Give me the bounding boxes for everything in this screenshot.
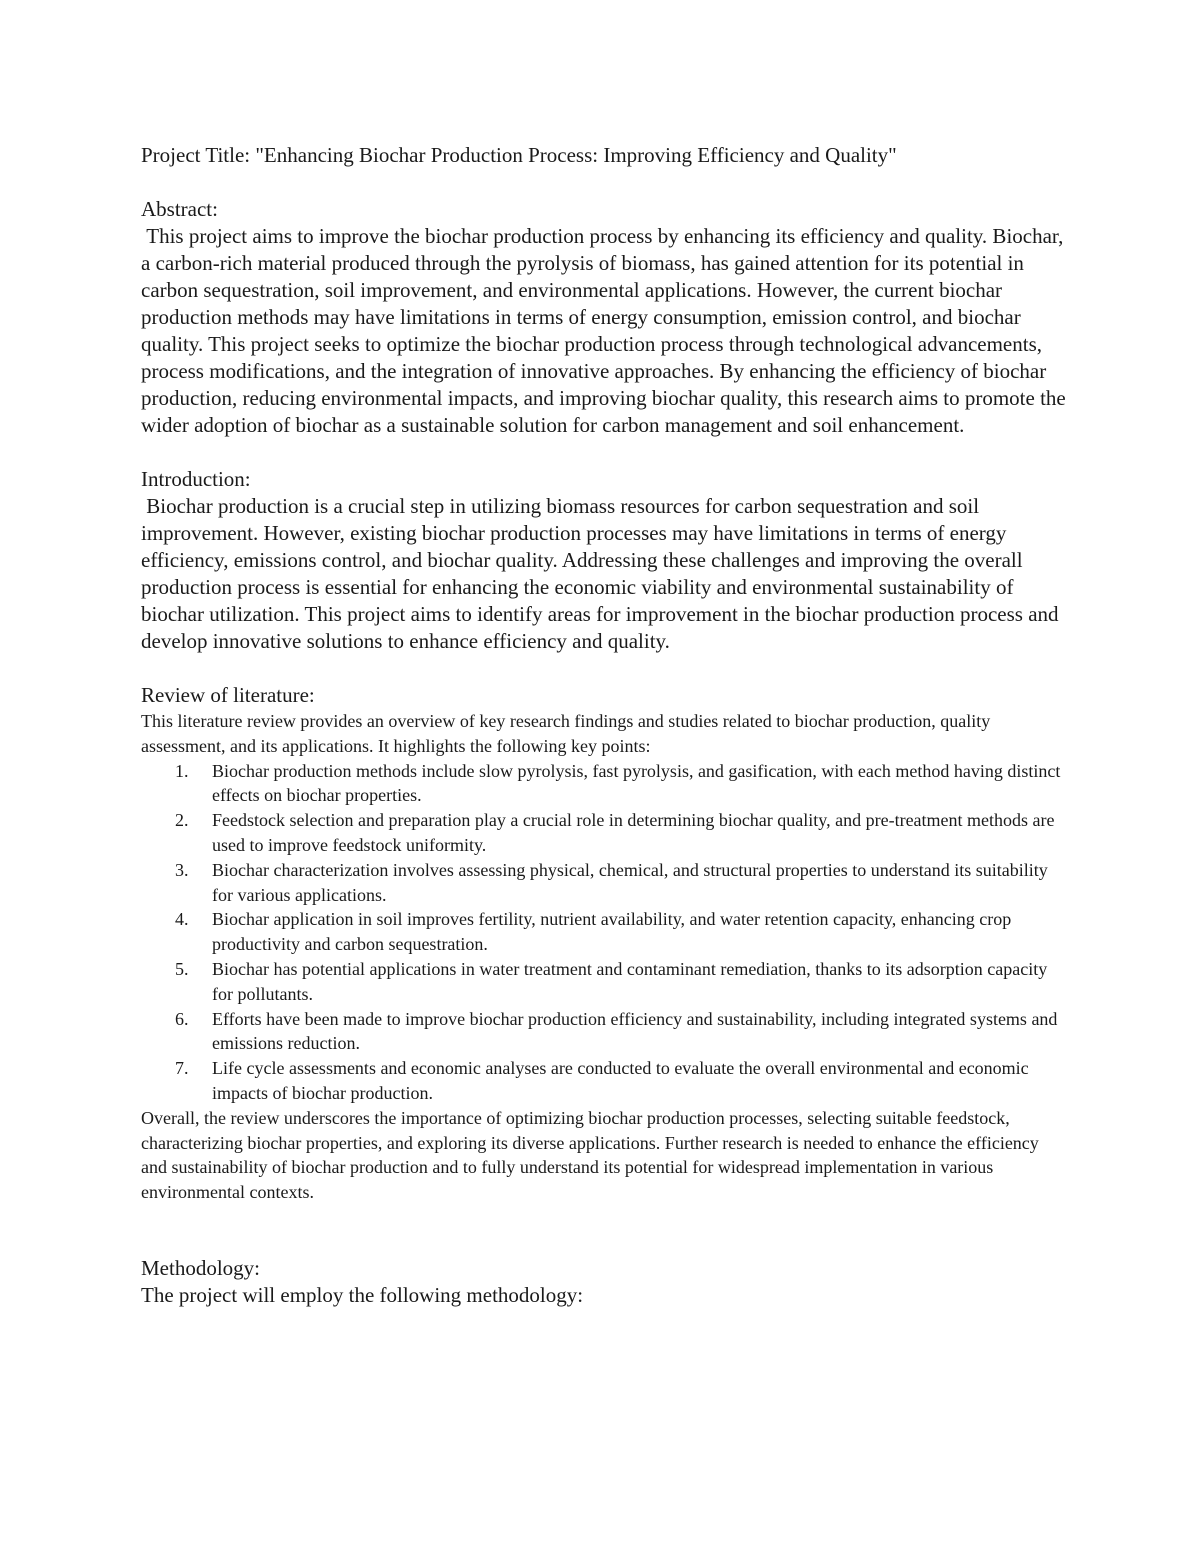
review-conclusion: Overall, the review underscores the importance of optimizing biochar production processes, selecting suitable feedstock, characterizing biochar properties, and exploring its diverse applications. Further research is needed to enhance the efficiency and sustainability of biochar production and to fully understand its potential for widespread implementation in various environmental contexts. bbox=[141, 1107, 1039, 1203]
list-item-number: 4. bbox=[175, 909, 189, 930]
methodology-text: The project will employ the following methodology: bbox=[141, 1282, 584, 1307]
review-section bbox=[141, 682, 1066, 1205]
list-item bbox=[141, 808, 1066, 858]
list-item bbox=[141, 957, 1066, 1007]
list-item-text: Biochar production methods include slow pyrolysis, fast pyrolysis, and gasification, with each method having distinct effects on biochar properties. bbox=[212, 760, 1061, 806]
list-item-text: Efforts have been made to improve biochar production efficiency and sustainability, including integrated systems and emissions reduction. bbox=[212, 1008, 1058, 1054]
list-item-number: 1. bbox=[175, 760, 189, 781]
list-item-number: 2. bbox=[175, 810, 189, 831]
introduction-section bbox=[141, 466, 1066, 655]
abstract-heading: Abstract: bbox=[141, 197, 218, 221]
abstract-text: This project aims to improve the biochar production process by enhancing its efficiency and quality. Biochar, a carbon-rich material produced through the pyrolysis of biomass, has gained attention for its potential in carbon sequestration, soil improvement, and environmental applications. However, the current biochar production methods may have limitations in terms of energy consumption, emission control, and biochar quality. This project seeks to optimize the biochar production process through technological advancements, process modifications, and the integration of innovative approaches. By enhancing the efficiency of biochar production, reducing environmental impacts, and improving biochar quality, this research aims to promote the wider adoption of biochar as a sustainable solution for carbon management and soil enhancement. bbox=[141, 224, 1071, 437]
list-item-text: Biochar application in soil improves fertility, nutrient availability, and water retention capacity, enhancing crop productivity and carbon sequestration. bbox=[212, 909, 1012, 955]
list-item-number: 3. bbox=[175, 859, 189, 880]
list-item-number: 6. bbox=[175, 1008, 189, 1029]
methodology-section bbox=[141, 1255, 1066, 1309]
introduction-text: Biochar production is a crucial step in utilizing biomass resources for carbon sequestration and soil improvement. However, existing biochar production processes may have limitations in terms of energy efficiency, emissions control, and biochar quality. Addressing these challenges and improving the overall production process is essential for enhancing the economic viability and environmental sustainability of biochar utilization. This project aims to identify areas for improvement in the biochar production process and develop innovative solutions to enhance efficiency and quality. bbox=[141, 494, 1064, 653]
list-item bbox=[141, 1007, 1066, 1057]
review-heading: Review of literature: bbox=[141, 683, 315, 707]
list-item-text: Feedstock selection and preparation play a crucial role in determining biochar quality, and pre-treatment methods are used to improve feedstock uniformity. bbox=[212, 810, 1055, 855]
abstract-section bbox=[141, 196, 1071, 439]
project-title: Project Title: "Enhancing Biochar Production Process: Improving Efficiency and Quality" bbox=[141, 143, 897, 167]
list-item bbox=[141, 907, 1066, 957]
review-key-points-list bbox=[141, 759, 1066, 1106]
review-intro: This literature review provides an overview of key research findings and studies related to biochar production, quality assessment, and its applications. It highlights the following key points: bbox=[141, 711, 991, 756]
list-item-text: Life cycle assessments and economic analyses are conducted to evaluate the overall environmental and economic impacts of biochar production. bbox=[212, 1058, 1029, 1103]
document-body bbox=[141, 142, 1071, 1309]
list-item-number: 7. bbox=[175, 1058, 189, 1079]
list-item bbox=[141, 759, 1066, 809]
list-item-text: Biochar characterization involves assessing physical, chemical, and structural properties to understand its suitability for various applications. bbox=[212, 859, 1048, 905]
list-item bbox=[141, 858, 1066, 908]
introduction-heading: Introduction: bbox=[141, 467, 251, 491]
list-item-number: 5. bbox=[175, 958, 189, 979]
list-item-text: Biochar has potential applications in water treatment and contaminant remediation, thanks to its adsorption capacity for pollutants. bbox=[212, 958, 1048, 1004]
methodology-heading: Methodology: bbox=[141, 1255, 260, 1280]
list-item bbox=[141, 1056, 1066, 1106]
